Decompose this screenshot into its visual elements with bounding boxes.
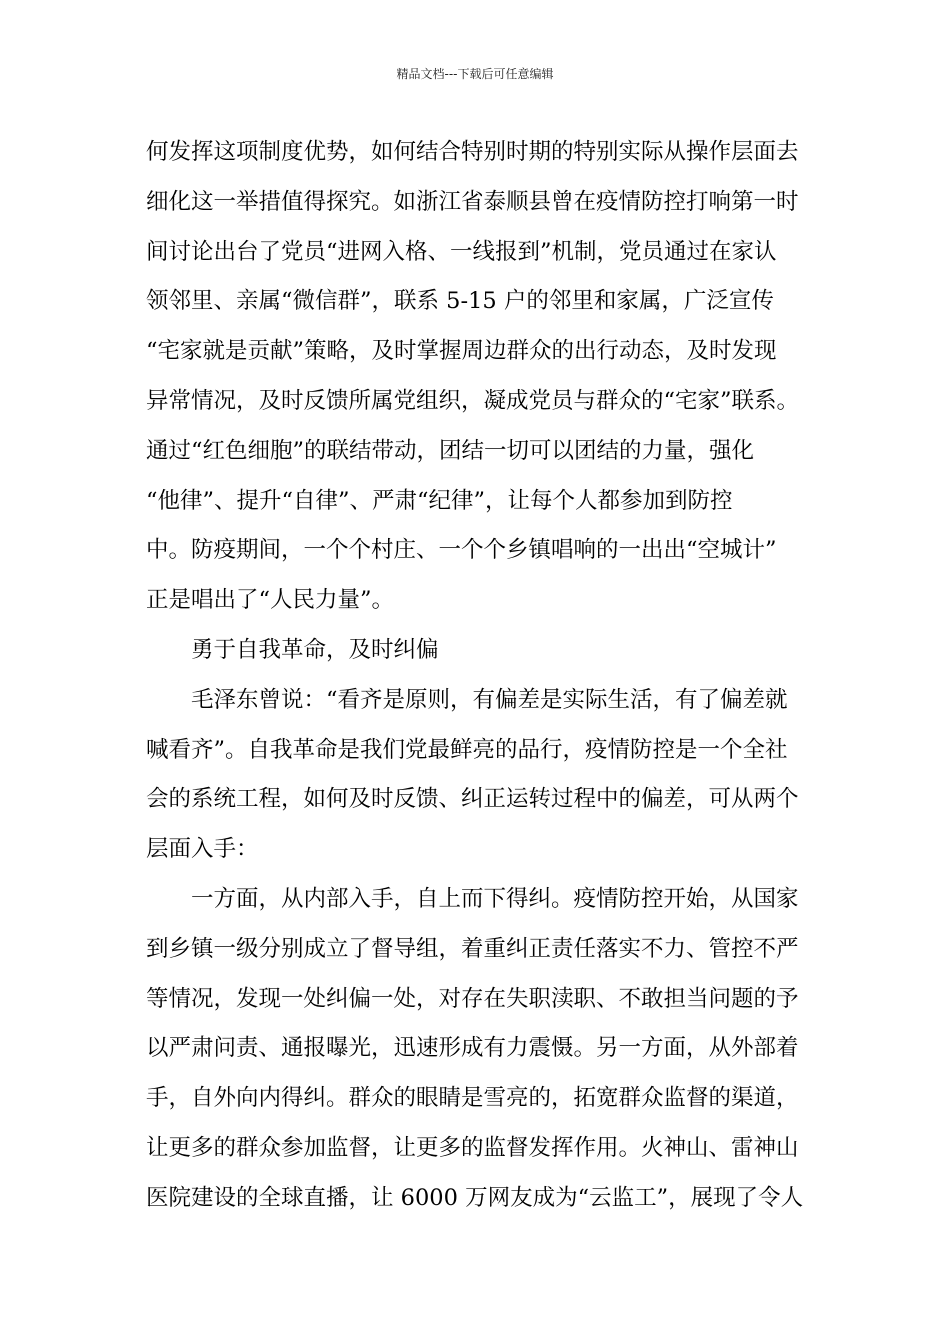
text-line: 让更多的群众参加监督，让更多的监督发挥作用。火神山、雷神山 [146,1134,799,1161]
text-line: 间讨论出台了党员“进网入格、一线报到”机制，党员通过在家认 [146,238,777,265]
text-line: 层面入手： [146,836,259,863]
paragraph-first-line: 一方面，从内部入手，自上而下得纠。疫情防控开始，从国家 [191,885,799,912]
page-header: 精品文档---下载后可任意编辑 [396,67,554,81]
text-line: 医院建设的全球直播，让 6000 万网友成为“云监工”，展现了令人 [146,1184,804,1211]
text-line: 到乡镇一级分别成立了督导组，着重纠正责任落实不力、管控不严 [146,935,799,962]
text-line: 细化这一举措值得探究。如浙江省泰顺县曾在疫情防控打响第一时 [146,188,799,215]
text-line: “他律”、提升“自律”、严肃“纪律”，让每个人都参加到防控 [146,487,733,514]
text-line: 正是唱出了“人民力量”。 [146,587,395,614]
text-line: 异常情况，及时反馈所属党组织，凝成党员与群众的“宅家”联系。 [146,387,800,414]
text-line: 会的系统工程，如何及时反馈、纠正运转过程中的偏差，可从两个 [146,786,799,813]
document-body [146,128,816,1224]
text-line: “宅家就是贡献”策略，及时掌握周边群众的出行动态，及时发现 [146,338,777,365]
text-line: 中。防疫期间，一个个村庄、一个个乡镇唱响的一出出“空城计” [146,537,777,564]
text-line: 以严肃问责、通报曝光，迅速形成有力震慑。另一方面，从外部着 [146,1035,799,1062]
paragraph-first-line: 毛泽东曾说：“看齐是原则，有偏差是实际生活，有了偏差就 [191,686,788,713]
section-heading: 勇于自我革命，及时纠偏 [191,636,439,663]
text-line: 何发挥这项制度优势，如何结合特别时期的特别实际从操作层面去 [146,139,799,165]
text-line: 手，自外向内得纠。群众的眼睛是雪亮的，拓宽群众监督的渠道， [146,1085,799,1112]
text-line: 喊看齐”。自我革命是我们党最鲜亮的品行，疫情防控是一个全社 [146,736,788,763]
text-line: 领邻里、亲属“微信群”，联系 5-15 户的邻里和家属，广泛宣传 [146,288,774,315]
text-line: 等情况，发现一处纠偏一处，对存在失职渎职、不敢担当问题的予 [146,985,799,1012]
text-line: 通过“红色细胞”的联结带动，团结一切可以团结的力量，强化 [146,437,755,464]
